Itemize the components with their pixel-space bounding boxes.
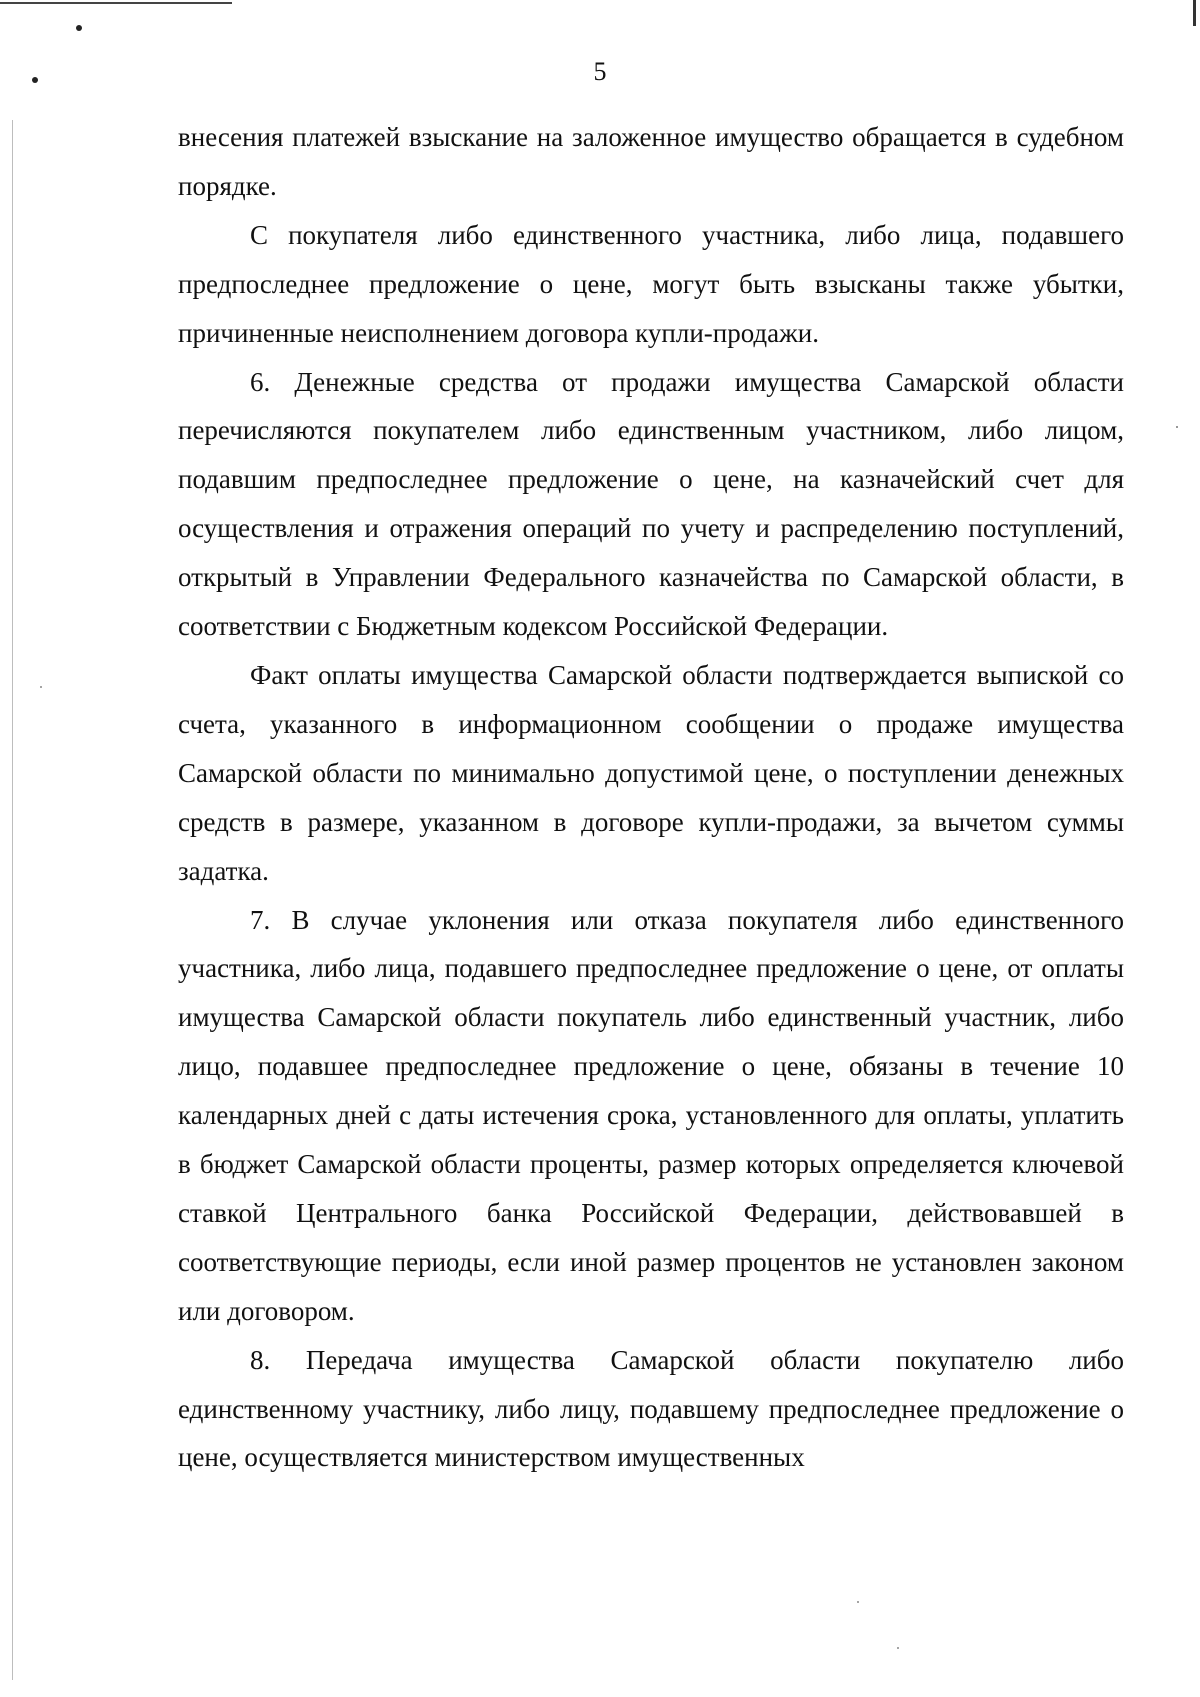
speck-dot bbox=[857, 1601, 859, 1603]
scan-edge-mark-right bbox=[1193, 0, 1196, 26]
paragraph-item-8: 8. Передача имущества Самарской области покупателю либо единственному участнику, либо лицу, подавшему предпоследнее предложение о цене, осуществляется министерством имущественных bbox=[178, 1344, 1124, 1473]
paragraph-item-7: 7. В случае уклонения или отказа покупателя либо единственного участника, либо лица, подавшего предпоследнее предложение о цене, от оплаты имущества Самарской области покупатель либо единственный участник, либо лицо, подавшее предпоследнее предложение о цене, обязаны в течение 10 календарных дней с даты истечения срока, установленного для оплаты, уплатить в бюджет Самарской области проценты, размер которых определяется ключевой ставкой Центрального банка Российской Федерации, действовавшей в соответствующие периоды, если иной размер процентов не установлен законом или договором. bbox=[178, 904, 1124, 1326]
speck-dot bbox=[897, 1647, 899, 1649]
speck-dot bbox=[1176, 426, 1178, 428]
scan-edge-line-top bbox=[0, 2, 232, 4]
page-number: 5 bbox=[593, 57, 607, 86]
paragraph-item-6: 6. Денежные средства от продажи имущества Самарской области перечисляются покупателем либо единственным участником, либо лицом, подавшим предпоследнее предложение о цене, на казначейский счет для осуществления и отражения операций по учету и распределению поступлений, открытый в Управлении Федерального казначейства по Самарской области, в соответствии с Бюджетным кодексом Российской Федерации. bbox=[178, 366, 1124, 642]
scan-margin-line-left bbox=[12, 120, 13, 1680]
punch-hole-dot bbox=[76, 25, 82, 31]
document-body bbox=[178, 113, 1124, 1482]
speck-dot bbox=[40, 686, 42, 688]
paragraph-damages: С покупателя либо единственного участника, либо лица, подавшего предпоследнее предложение о цене, могут быть взысканы также убытки, причиненные неисполнением договора купли-продажи. bbox=[178, 219, 1124, 348]
paragraph-payment-proof: Факт оплаты имущества Самарской области подтверждается выпиской со счета, указанного в информационном сообщении о продаже имущества Самарской области по минимально допустимой цене, о поступлении денежных средств в размере, указанном в договоре купли-продажи, за вычетом суммы задатка. bbox=[178, 659, 1124, 886]
paragraph-continuation: внесения платежей взыскание на заложенное имущество обращается в судебном порядке. bbox=[178, 122, 1124, 201]
